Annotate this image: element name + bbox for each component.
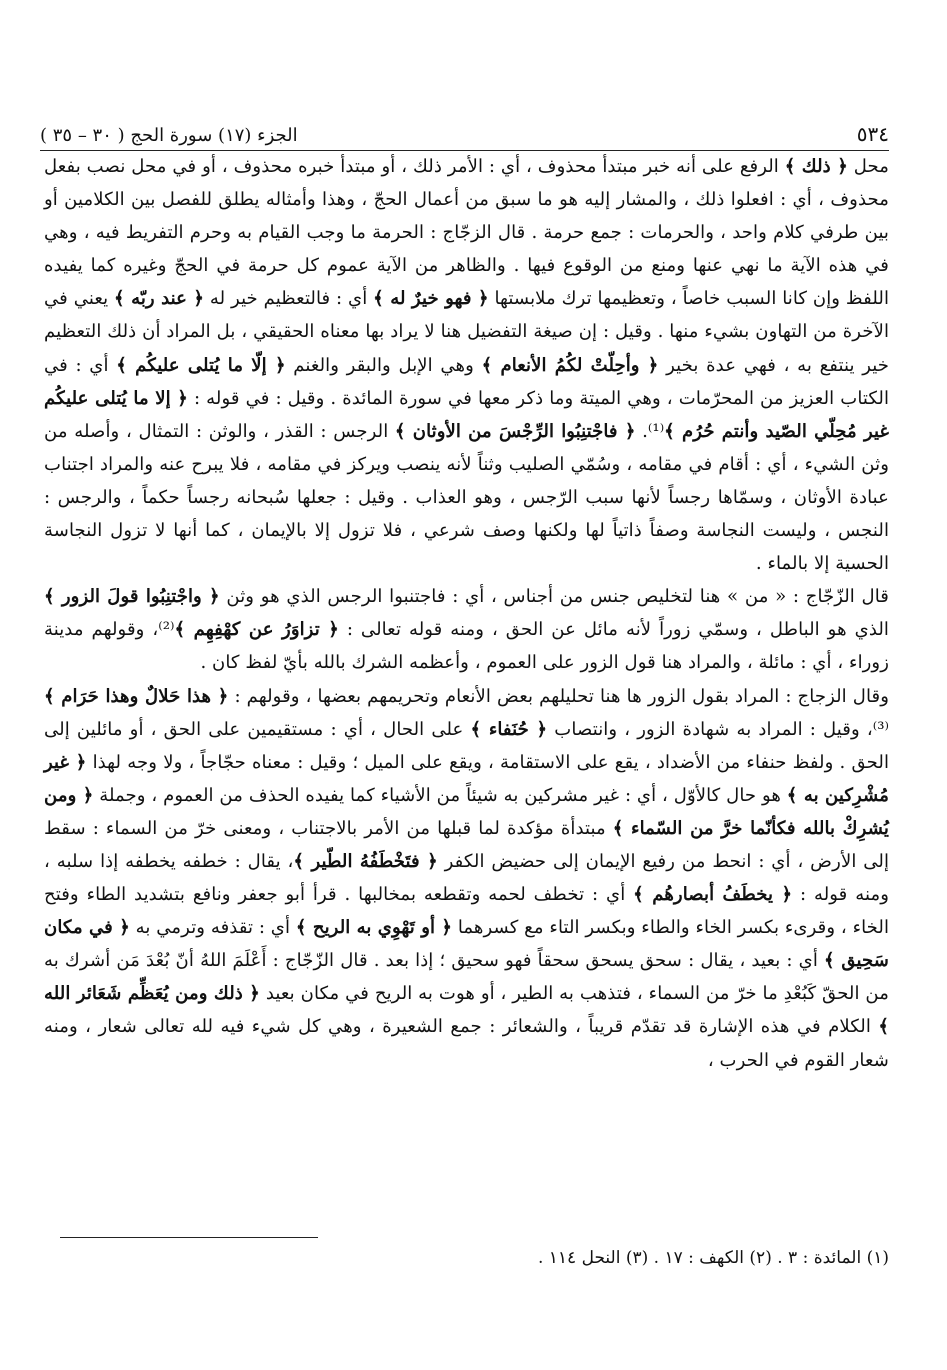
footnote-ref: ⁽¹⁾. [635,420,665,442]
text-run: أي : تقذفه وترمي به [129,917,296,939]
footnotes: (١) المائدة : ٣ . (٢) الكهف : ١٧ . (٣) النحل ١١٤ . [537,1248,889,1268]
quran-quote: ﴿ في مكان سَحِيق ﴾ [44,917,890,972]
quran-quote: ﴿ فهو خيرٌ له ﴾ [373,288,489,310]
quran-quote: ﴿ وأحِلّتْ لكُمُ الأنعام ﴾ [481,354,659,376]
quran-quote: ﴿ ومن يُشرِكْ بالله فكأنّما خرَّ من السّماء ﴾ [44,784,889,839]
paragraph-3 [44,680,889,1077]
quran-quote: ﴿ هذا حَلالٌ وهذا حَرَام ﴾ [44,685,229,707]
quran-quote: ﴿ غير مُشْرِكين به ﴾ [44,751,889,806]
text-run: وهي الإبل والبقر والغنم [285,354,482,376]
text-run: الكلام في هذه الإشارة قد تقدّم قريباً ، والشعائر : جمع الشعيرة ، وهي كل شيء فيه لله تعالى شعار ، ومنه شعار القوم في الحرب ، [44,1016,889,1071]
quran-quote: ﴿ إلا ما يُتلى عليكُم غير مُحِلّي الصّيد وأنتم حُرُم ﴾ [44,387,889,442]
running-title: الجزء (١٧) سورة الحج ( ٣٠ – ٣٥ ) [40,125,298,146]
page-number: ٥٣٤ [856,122,889,146]
text-run: هو حال كالأوّل ، أي : غير مشركين به شيئاً من الأشياء كما يفيده الحذف من العموم ، وجملة [93,784,787,806]
quran-quote: ﴿ يخطَفُ أبصارهُم ﴾ [633,884,793,906]
text-run: أي : فالتعظيم خير له [204,288,374,310]
text-run: على الحال ، أي : مستقيمين على الحق ، أو مائلين إلى الحق . ولفظ حنفاء من الأضداد ، يقع على الاستقامة ، ويقع على الميل ؛ وقيل : معناه حجّاجاً ، ولا وجه لهذا [44,718,889,773]
quran-quote: ﴿ عند ربّه ﴾ [114,288,205,310]
quran-quote: ﴿ حُنَفاء ﴾ [470,718,548,740]
text-run: الذي هو الباطل ، وسمّي زوراً لأنه مائل عن الحق ، ومنه قوله تعالى : [338,619,889,641]
text-run: ⁽³⁾، وقيل : المراد به شهادة الزور ، وانتصاب [547,718,889,740]
quran-quote: ﴿ تزاوَرُ عن كهْفِهِم ﴾ [174,619,339,641]
footnote-divider [60,1237,318,1238]
text-run: أي : تخطف لحمه وتقطعه بمخالبها . قرأ أبو جعفر ونافع بتشديد الطاء وفتح الخاء ، وقرىء بكسر الخاء والطاء وبكسر التاء مع كسرهما [44,884,890,939]
text-run: أي : في الكتاب العزيز من المحرّمات ، وهي الميتة وما ذكر معها في سورة المائدة . وقيل : في قوله : [44,354,889,409]
text-run: الرجس : القذر ، والوثن : التمثال ، وأصله من وثن الشيء ، أي : أقام في مقامه ، وسُمّي الصليب وثناً لأنه ينصب ويركز في مقامه ، فلا يبرح عنه والمراد اجتناب عبادة الأوثان ، وسمّاها رجساً لأنها سبب الرّجس ، وهو العذاب . وقيل : جعلها سُبحانه رجساً حكماً ، والرجس : النجس ، وليست النجاسة وصفاً ذاتياً لها ولكنها وصف شرعي ، فلا تزول إلا بالإيمان ، كما أنها لا تزول النجاسة الحسية إلا بالماء . [44,420,889,575]
text-run: محل [847,156,889,177]
quran-quote: ﴿ واجْتنِبُوا قولَ الزور ﴾ [44,586,220,608]
quran-quote: ﴿ أو تَهْوِي به الريح ﴾ [295,917,453,939]
quran-quote: ﴿ فاجْتنِبُوا الرِّجْسَ من الأوثان ﴾ [394,420,636,442]
text-run: ⁽²⁾، وقولهم مدينة زوراء ، أي : مائلة ، والمراد هنا قول الزور على العموم ، وأعظمه الشرك بالله بأيّ لفظ كان . [44,619,889,674]
body-text [44,150,889,1077]
quran-quote: ﴿ فتَخْطَفُهُ الطّير ﴾ [293,850,438,872]
quran-quote: ﴿ ذلك ﴾ [784,156,848,177]
text-run: يعني في الآخرة من التهاون بشيء منها . وقيل : إن صيغة التفضيل هنا لا يراد بها معناه الحقيقي ، بل المراد أن ذلك التعظيم خير ينتفع به ، فهي عدة بخير [44,288,889,376]
page-header [40,112,889,151]
paragraph-2 [44,580,889,679]
quran-quote: ﴿ إلّا ما يُتلى عليكُم ﴾ [116,354,286,376]
quran-quote: ﴿ ذلك ومن يُعَظِّم شَعَائر الله ﴾ [44,983,889,1038]
text-run: ، يقال : خطفه يخطفه إذا سلبه ، ومنه قوله : [44,850,890,906]
text-run: أي : بعيد ، يقال : سحق يسحق سحقاً فهو سحيق ؛ إذا بعد . قال الزّجّاج : أَعْلَمَ اللهُ أنّ بُعْدَ مَن أشرك به من الحقّ كَبُعْدِ ما خرّ من السماء ، فتذهب به الطير ، أو هوت به الريح في مكان بعيد [44,950,889,1005]
text-run: وقال الزجاج : المراد بقول الزور ها هنا تحليلهم بعض الأنعام وتحريمهم بعضها ، وقولهم : [228,685,889,707]
text-run: مبتدأة مؤكدة لما قبلها من الأمر بالاجتناب ، ومعنى خرّ من السماء : سقط إلى الأرض ، أي : انحط من رفيع الإيمان إلى حضيض الكفر [44,817,889,872]
paragraph-1 [44,150,889,580]
text-run: قال الزّجّاج : « من » هنا لتخليص جنس من أجناس ، أي : فاجتنبوا الرجس الذي هو وثن [219,586,889,608]
text-run: الرفع على أنه خبر مبتدأ محذوف ، أي : الأمر ذلك ، أو مبتدأ خبره محذوف ، أو في محل نصب بفعل محذوف ، أي : افعلوا ذلك ، والمشار إليه هو ما سبق من أعمال الحجّ ، وهذا وأمثاله يطلق للفصل بين الكلامين أو بين طرفي كلام واحد ، والحرمات : جمع حرمة . قال الزجّاج : الحرمة ما وجب القيام به وحرم التفريط فيه ، وهي في هذه الآية ما نهي عنها ومنع من الوقوع فيها . والظاهر من الآية عموم كل حرمة في الحجّ وغيره كما يفيده اللفظ وإن كانا السبب خاصاً ، وتعظيمها ترك ملابستها [44,156,889,310]
